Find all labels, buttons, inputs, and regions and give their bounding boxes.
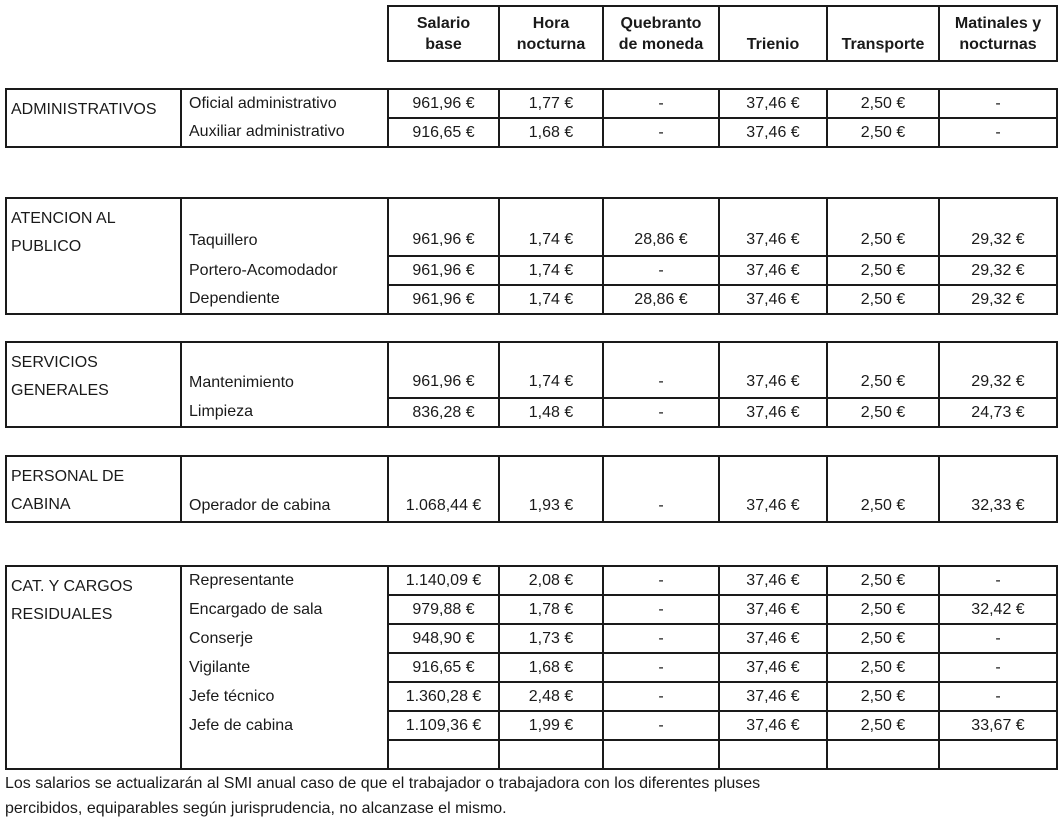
value-cell: 2,50 €	[827, 653, 939, 682]
value-cell: 37,46 €	[719, 398, 827, 427]
position-cell: Limpieza	[181, 398, 388, 427]
position-cell: Mantenimiento	[181, 342, 388, 398]
footer-note-line: Los salarios se actualizarán al SMI anual caso de que el trabajador o trabajadora con los diferentes pluses	[5, 775, 761, 792]
value-cell: -	[603, 624, 719, 653]
column-header-line: base	[425, 36, 462, 53]
footer-note-line: percibidos, equiparables según jurisprudencia, no alcanzase el mismo.	[5, 800, 507, 817]
value-cell: 37,46 €	[719, 118, 827, 147]
value-cell: 1,48 €	[499, 398, 603, 427]
value-cell: 1,68 €	[499, 118, 603, 147]
value-cell: 2,50 €	[827, 256, 939, 285]
value-cell: -	[603, 342, 719, 398]
group-label	[6, 566, 181, 769]
value-cell: 1.068,44 €	[388, 456, 499, 522]
value-cell: 37,46 €	[719, 595, 827, 624]
value-cell: 2,50 €	[827, 595, 939, 624]
group-label-line: SERVICIOS	[11, 354, 98, 371]
column-header-line: Hora	[532, 15, 570, 32]
position-cell: Representante	[181, 566, 388, 595]
empty-value-cell	[388, 740, 499, 769]
value-cell: 2,50 €	[827, 285, 939, 314]
value-cell: 37,46 €	[719, 682, 827, 711]
group-label	[6, 342, 181, 427]
value-cell: 2,50 €	[827, 342, 939, 398]
value-cell: -	[603, 118, 719, 147]
value-cell: 979,88 €	[388, 595, 499, 624]
value-cell: 961,96 €	[388, 89, 499, 118]
empty-position-cell	[181, 740, 388, 769]
column-header-line: Salario	[416, 15, 471, 32]
position-cell: Vigilante	[181, 653, 388, 682]
column-header	[499, 6, 603, 61]
column-header-line: Trienio	[746, 36, 800, 53]
empty-value-cell	[827, 740, 939, 769]
value-cell: 1,74 €	[499, 342, 603, 398]
group-label-line: PERSONAL DE	[11, 468, 125, 485]
value-cell: 2,50 €	[827, 566, 939, 595]
value-cell: -	[603, 398, 719, 427]
column-header-line: Transporte	[841, 36, 925, 53]
value-cell: 37,46 €	[719, 285, 827, 314]
value-cell: 37,46 €	[719, 711, 827, 740]
group-block	[5, 455, 1058, 523]
group-block	[5, 341, 1058, 428]
value-cell: -	[939, 624, 1057, 653]
group-label	[6, 198, 181, 314]
column-header-line: nocturna	[516, 36, 586, 53]
value-cell: 37,46 €	[719, 256, 827, 285]
value-cell: 32,42 €	[939, 595, 1057, 624]
column-header	[388, 6, 499, 61]
value-cell: 29,32 €	[939, 198, 1057, 256]
value-cell: 916,65 €	[388, 653, 499, 682]
empty-value-cell	[719, 740, 827, 769]
column-header-line: Quebranto	[620, 15, 702, 32]
position-cell: Oficial administrativo	[181, 89, 388, 118]
position-cell: Dependiente	[181, 285, 388, 314]
value-cell: 1,73 €	[499, 624, 603, 653]
wage-concepts-header-row	[387, 5, 1058, 62]
empty-value-cell	[499, 740, 603, 769]
column-header	[827, 6, 939, 61]
value-cell: 37,46 €	[719, 198, 827, 256]
group-label-line: RESIDUALES	[11, 606, 113, 623]
value-cell: 2,50 €	[827, 456, 939, 522]
position-cell: Encargado de sala	[181, 595, 388, 624]
value-cell: 1,77 €	[499, 89, 603, 118]
value-cell: 961,96 €	[388, 198, 499, 256]
value-cell: -	[603, 682, 719, 711]
value-cell: 1,74 €	[499, 198, 603, 256]
group-label	[6, 89, 181, 147]
value-cell: 1,74 €	[499, 256, 603, 285]
position-cell: Portero-Acomodador	[181, 256, 388, 285]
value-cell: -	[603, 595, 719, 624]
value-cell: 37,46 €	[719, 653, 827, 682]
value-cell: 961,96 €	[388, 342, 499, 398]
empty-value-cell	[603, 740, 719, 769]
value-cell: 33,67 €	[939, 711, 1057, 740]
value-cell: 1,78 €	[499, 595, 603, 624]
column-header-line: nocturnas	[959, 36, 1037, 53]
column-header-line: Matinales y	[954, 15, 1042, 32]
group-label-line: ADMINISTRATIVOS	[11, 101, 157, 118]
group-block	[5, 88, 1058, 148]
empty-value-cell	[939, 740, 1057, 769]
column-header	[603, 6, 719, 61]
value-cell: 24,73 €	[939, 398, 1057, 427]
value-cell: 961,96 €	[388, 256, 499, 285]
group-block	[5, 197, 1058, 315]
value-cell: -	[603, 711, 719, 740]
value-cell: 2,48 €	[499, 682, 603, 711]
value-cell: -	[939, 566, 1057, 595]
value-cell: 1,99 €	[499, 711, 603, 740]
column-header	[939, 6, 1057, 61]
value-cell: 1,74 €	[499, 285, 603, 314]
value-cell: -	[603, 89, 719, 118]
value-cell: -	[939, 682, 1057, 711]
column-header	[719, 6, 827, 61]
value-cell: 37,46 €	[719, 342, 827, 398]
value-cell: 37,46 €	[719, 89, 827, 118]
value-cell: 948,90 €	[388, 624, 499, 653]
value-cell: 2,50 €	[827, 89, 939, 118]
value-cell: 1,93 €	[499, 456, 603, 522]
value-cell: 28,86 €	[603, 285, 719, 314]
value-cell: -	[603, 456, 719, 522]
footer-note	[5, 771, 760, 821]
value-cell: 1.109,36 €	[388, 711, 499, 740]
value-cell: 2,50 €	[827, 398, 939, 427]
value-cell: 836,28 €	[388, 398, 499, 427]
value-cell: 28,86 €	[603, 198, 719, 256]
position-cell: Operador de cabina	[181, 456, 388, 522]
value-cell: 1.140,09 €	[388, 566, 499, 595]
value-cell: -	[939, 89, 1057, 118]
position-cell: Taquillero	[181, 198, 388, 256]
value-cell: 961,96 €	[388, 285, 499, 314]
value-cell: -	[939, 118, 1057, 147]
value-cell: 2,50 €	[827, 198, 939, 256]
group-label-line: GENERALES	[11, 382, 109, 399]
value-cell: 2,08 €	[499, 566, 603, 595]
value-cell: -	[603, 653, 719, 682]
position-cell: Jefe técnico	[181, 682, 388, 711]
value-cell: -	[603, 566, 719, 595]
value-cell: 1,68 €	[499, 653, 603, 682]
value-cell: 37,46 €	[719, 566, 827, 595]
value-cell: 29,32 €	[939, 342, 1057, 398]
value-cell: 2,50 €	[827, 711, 939, 740]
group-label	[6, 456, 181, 522]
value-cell: 2,50 €	[827, 624, 939, 653]
value-cell: 916,65 €	[388, 118, 499, 147]
group-block	[5, 565, 1058, 770]
value-cell: -	[939, 653, 1057, 682]
value-cell: 37,46 €	[719, 456, 827, 522]
value-cell: 2,50 €	[827, 118, 939, 147]
position-cell: Jefe de cabina	[181, 711, 388, 740]
group-label-line: CAT. Y CARGOS	[11, 578, 133, 595]
column-header-line: de moneda	[618, 36, 704, 53]
position-cell: Auxiliar administrativo	[181, 118, 388, 147]
value-cell: 29,32 €	[939, 256, 1057, 285]
value-cell: 2,50 €	[827, 682, 939, 711]
position-cell: Conserje	[181, 624, 388, 653]
value-cell: -	[603, 256, 719, 285]
group-label-line: PUBLICO	[11, 238, 82, 255]
group-label-line: CABINA	[11, 496, 71, 513]
group-label-line: ATENCION AL	[11, 210, 116, 227]
value-cell: 1.360,28 €	[388, 682, 499, 711]
value-cell: 37,46 €	[719, 624, 827, 653]
value-cell: 32,33 €	[939, 456, 1057, 522]
value-cell: 29,32 €	[939, 285, 1057, 314]
